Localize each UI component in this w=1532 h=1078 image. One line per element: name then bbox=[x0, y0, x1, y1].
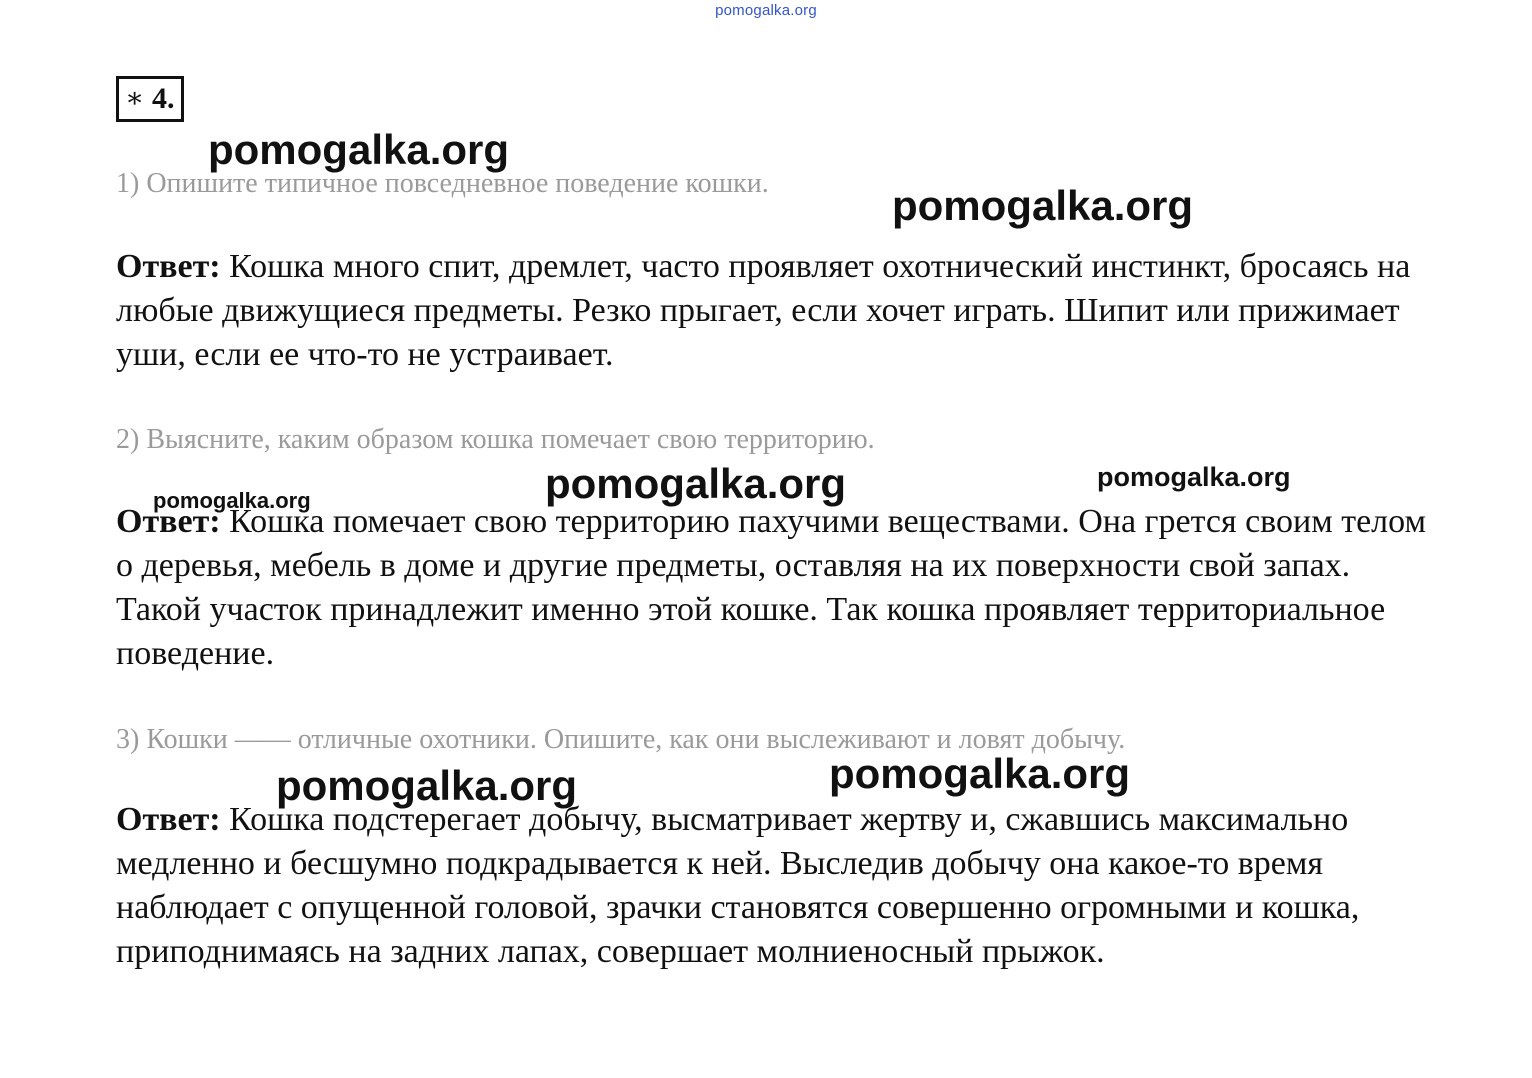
watermark: pomogalka.org bbox=[208, 126, 510, 173]
watermark: pomogalka.org bbox=[892, 182, 1194, 229]
question-1: 1) Опишите типичное повседневное поведение кошки. bbox=[116, 168, 769, 199]
answer-label: Ответ: bbox=[116, 801, 221, 838]
answer-label: Ответ: bbox=[116, 248, 221, 285]
answer-1 bbox=[116, 245, 1436, 377]
watermark: pomogalka.org bbox=[545, 460, 847, 507]
watermark: pomogalka.org bbox=[1097, 462, 1291, 492]
question-3: 3) Кошки —— отличные охотники. Опишите, как они выслеживают и ловят добычу. bbox=[116, 724, 1126, 755]
site-link[interactable]: pomogalka.org bbox=[715, 2, 817, 19]
answer-label: Ответ: bbox=[116, 503, 221, 540]
question-2: 2) Выясните, каким образом кошка помечает свою территорию. bbox=[116, 424, 875, 455]
asterisk-marker: ∗ bbox=[125, 83, 145, 114]
answer-text: Кошка много спит, дремлет, часто проявляет охотнический инстинкт, бросаясь на любые движущиеся предметы. Резко прыгает, если хочет играть. Шипит или прижимает уши, если ее что-то не устраивает. bbox=[116, 248, 1411, 373]
task-number-box bbox=[116, 76, 184, 122]
answer-text: Кошка подстерегает добычу, высматривает жертву и, сжавшись максимально медленно и бесшумно подкрадывается к ней. Выследив добычу она какое-то время наблюдает с опущенной головой, зрачки становятся совершенно огромными и кошка, приподнимаясь на задних лапах, совершает молниеносный прыжок. bbox=[116, 801, 1360, 970]
watermark: pomogalka.org bbox=[829, 750, 1131, 797]
watermark: pomogalka.org bbox=[153, 488, 311, 513]
watermark: pomogalka.org bbox=[276, 762, 578, 809]
answer-3 bbox=[116, 798, 1436, 974]
answer-text: Кошка помечает свою территорию пахучими веществами. Она грется своим телом о деревья, мебель в доме и другие предметы, оставляя на их поверхности свой запах. Такой участок принадлежит именно этой кошке. Так кошка проявляет территориальное поведение. bbox=[116, 503, 1426, 672]
answer-2 bbox=[116, 500, 1436, 676]
task-number: 4. bbox=[152, 82, 175, 115]
